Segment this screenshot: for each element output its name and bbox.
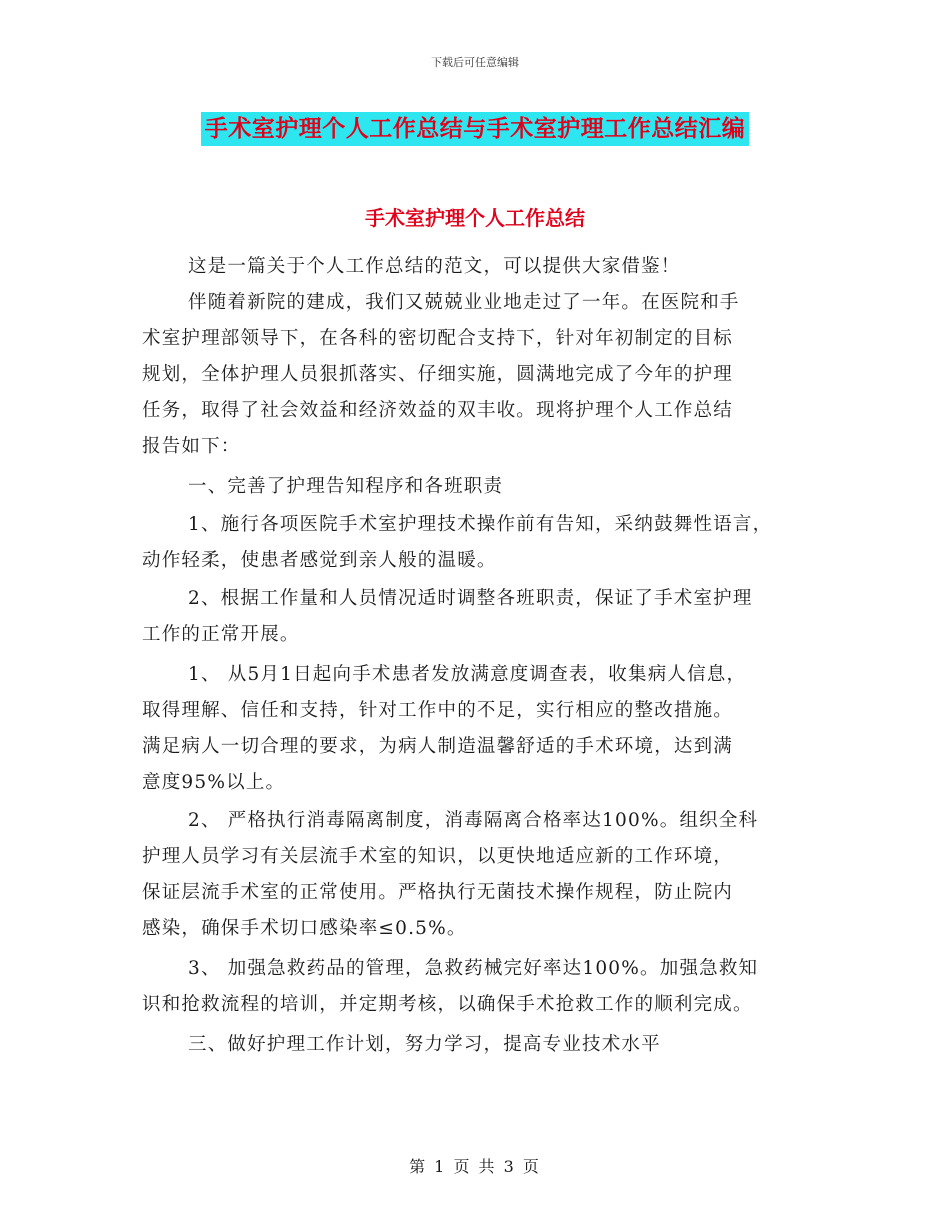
paragraph-line: 意度95%以上。	[142, 772, 286, 793]
paragraph-line: 2、根据工作量和人员情况适时调整各班职责，保证了手术室护理	[188, 588, 753, 609]
paragraph-line: 三、做好护理工作计划，努力学习，提高专业技术水平	[188, 1034, 661, 1055]
paragraph-line: 2、 严格执行消毒隔离制度，消毒隔离合格率达100%。组织全科	[188, 810, 759, 831]
page-number: 第 1 页 共 3 页	[409, 1157, 541, 1176]
paragraph-line: 报告如下：	[142, 436, 241, 457]
paragraph-line: 动作轻柔，使患者感觉到亲人般的温暖。	[142, 550, 497, 571]
paragraph-line: 1、 从5月1日起向手术患者发放满意度调查表，收集病人信息，	[188, 664, 747, 685]
paragraph-line: 感染，确保手术切口感染率≤0.5%。	[142, 918, 467, 939]
section-title: 手术室护理个人工作总结	[365, 206, 585, 230]
paragraph-line: 护理人员学习有关层流手术室的知识，以更快地适应新的工作环境，	[142, 846, 734, 867]
paragraph-line: 这是一篇关于个人工作总结的范文，可以提供大家借鉴！	[188, 256, 681, 277]
paragraph-line: 规划，全体护理人员狠抓落实、仔细实施，圆满地完成了今年的护理	[142, 364, 734, 385]
header-note: 下载后可任意编辑	[431, 56, 519, 69]
paragraph-line: 识和抢救流程的培训，并定期考核，以确保手术抢救工作的顺利完成。	[142, 994, 753, 1015]
paragraph-line: 任务，取得了社会效益和经济效益的双丰收。现将护理个人工作总结	[142, 400, 734, 421]
paragraph-line: 一、完善了护理告知程序和各班职责	[188, 476, 504, 497]
paragraph-line: 取得理解、信任和支持，针对工作中的不足，实行相应的整改措施。	[142, 700, 734, 721]
paragraph-line: 术室护理部领导下，在各科的密切配合支持下，针对年初制定的目标	[142, 328, 734, 349]
paragraph-line: 1、施行各项医院手术室护理技术操作前有告知，采纳鼓舞性语言，	[188, 514, 773, 535]
paragraph-line: 满足病人一切合理的要求，为病人制造温馨舒适的手术环境，达到满	[142, 736, 734, 757]
paragraph-line: 保证层流手术室的正常使用。严格执行无菌技术操作规程，防止院内	[142, 882, 734, 903]
paragraph-line: 伴随着新院的建成，我们又兢兢业业地走过了一年。在医院和手	[188, 292, 740, 313]
main-title-container	[0, 112, 950, 146]
paragraph-line: 工作的正常开展。	[142, 624, 300, 645]
main-title: 手术室护理个人工作总结与手术室护理工作总结汇编	[201, 112, 750, 146]
paragraph-line: 3、 加强急救药品的管理，急救药械完好率达100%。加强急救知	[188, 958, 759, 979]
